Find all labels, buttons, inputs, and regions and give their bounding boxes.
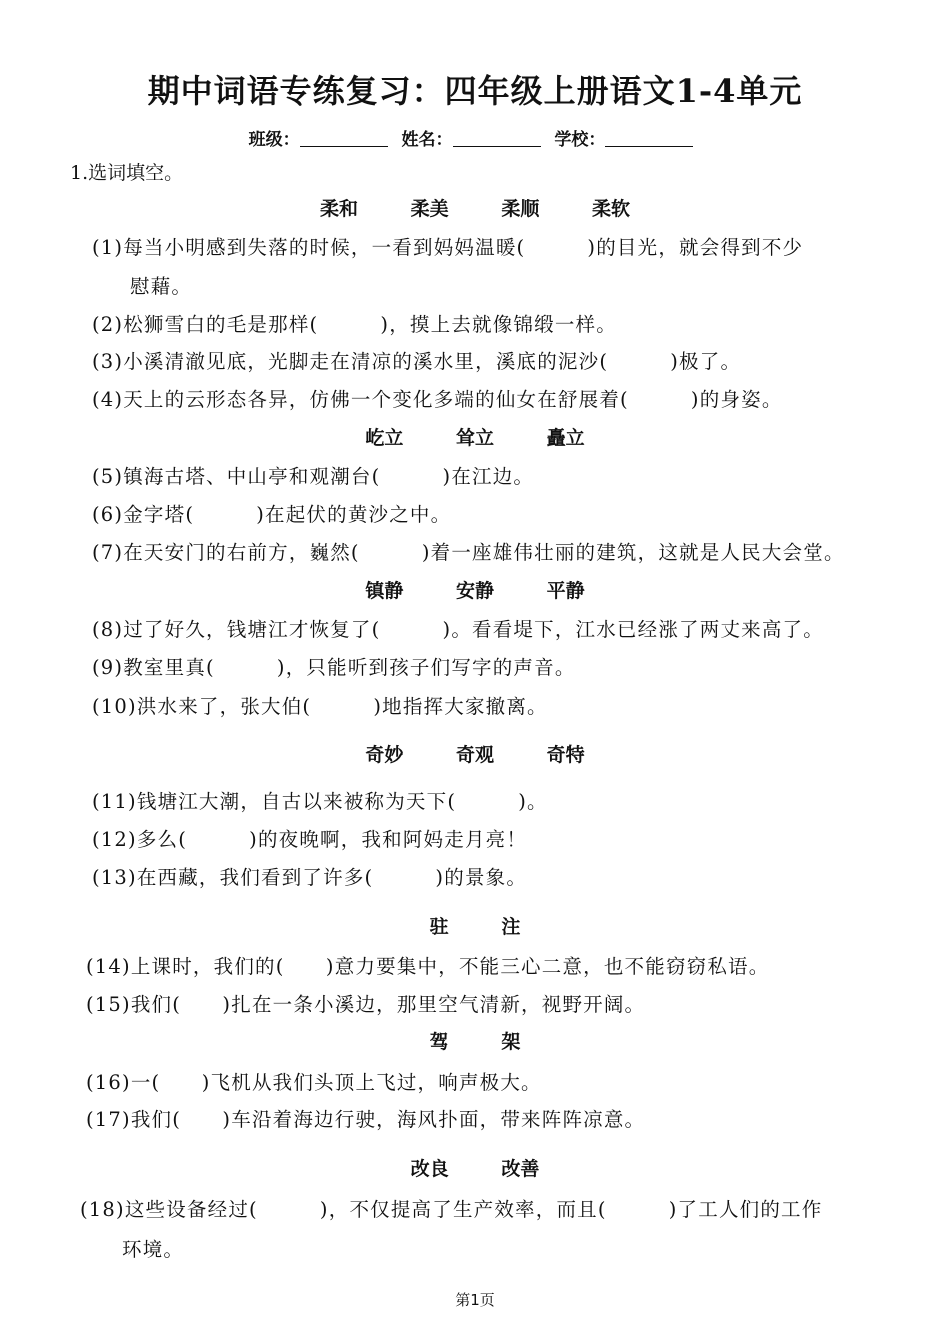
page-number: 第1页 (455, 1291, 495, 1309)
question-3: (3)小溪清澈见底，光脚走在清凉的溪水里，溪底的泥沙( )极了。 (92, 350, 742, 373)
word-option: 架 (501, 1031, 521, 1053)
class-blank[interactable] (300, 130, 388, 147)
word-option: 改良 (410, 1158, 449, 1180)
question-5: (5)镇海古塔、中山亭和观潮台( )在江边。 (92, 465, 535, 488)
question-11: (11)钱塘江大潮，自古以来被称为天下( )。 (92, 790, 548, 813)
word-option: 柔和 (320, 198, 359, 220)
question-14: (14)上课时，我们的( )意力要集中，不能三心二意，也不能窃窃私语。 (86, 955, 770, 978)
name-label: 姓名： (401, 130, 453, 150)
question-1-cont: 慰藉。 (130, 275, 193, 298)
word-options-7 (0, 1154, 950, 1181)
word-option: 奇观 (455, 744, 494, 766)
question-16: (16)一( )飞机从我们头顶上飞过，响声极大。 (86, 1071, 542, 1094)
word-option: 驻 (429, 916, 449, 938)
word-option: 改善 (501, 1158, 540, 1180)
word-options-4 (0, 740, 950, 767)
word-option: 奇妙 (365, 744, 404, 766)
question-2: (2)松狮雪白的毛是那样( )，摸上去就像锦缎一样。 (92, 313, 617, 336)
question-17: (17)我们( )车沿着海边行驶，海风扑面，带来阵阵凉意。 (86, 1108, 646, 1131)
word-option: 安静 (455, 580, 494, 602)
question-6: (6)金字塔( )在起伏的黄沙之中。 (92, 503, 452, 526)
word-options-1 (0, 194, 950, 221)
word-option: 柔美 (410, 198, 449, 220)
question-13: (13)在西藏，我们看到了许多( )的景象。 (92, 866, 528, 889)
question-18: (18)这些设备经过( )，不仅提高了生产效率，而且( )了工人们的工作 (80, 1198, 823, 1221)
question-18-cont: 环境。 (122, 1238, 185, 1261)
question-1: (1)每当小明感到失落的时候，一看到妈妈温暖( )的目光，就会得到不少 (92, 236, 804, 259)
section-heading: 1.选词填空。 (70, 162, 184, 184)
word-option: 耸立 (455, 427, 494, 449)
word-option: 奇特 (546, 744, 585, 766)
word-option: 注 (501, 916, 521, 938)
word-options-5 (0, 912, 950, 939)
word-option: 矗立 (546, 427, 585, 449)
question-4: (4)天上的云形态各异，仿佛一个变化多端的仙女在舒展着( )的身姿。 (92, 388, 783, 411)
class-label: 班级： (248, 130, 300, 150)
student-info-line (0, 125, 950, 150)
question-9: (9)教室里真( )，只能听到孩子们写字的声音。 (92, 656, 576, 679)
school-label: 学校： (554, 130, 606, 150)
question-7: (7)在天安门的右前方，巍然( )着一座雄伟壮丽的建筑，这就是人民大会堂。 (92, 541, 845, 564)
page-title: 期中词语专练复习：四年级上册语文1-4单元 (147, 72, 803, 110)
word-options-2 (0, 423, 950, 450)
word-options-6 (0, 1027, 950, 1054)
word-option: 柔顺 (501, 198, 540, 220)
name-blank[interactable] (453, 130, 541, 147)
question-8: (8)过了好久，钱塘江才恢复了( )。看看堤下，江水已经涨了两丈来高了。 (92, 618, 824, 641)
word-options-3 (0, 576, 950, 603)
word-option: 平静 (546, 580, 585, 602)
question-12: (12)多么( )的夜晚啊，我和阿妈走月亮！ (92, 828, 528, 851)
question-10: (10)洪水来了，张大伯( )地指挥大家撤离。 (92, 695, 548, 718)
word-option: 柔软 (591, 198, 630, 220)
school-blank[interactable] (605, 130, 693, 147)
question-15: (15)我们( )扎在一条小溪边，那里空气清新，视野开阔。 (86, 993, 646, 1016)
word-option: 驾 (429, 1031, 449, 1053)
word-option: 屹立 (365, 427, 404, 449)
word-option: 镇静 (365, 580, 404, 602)
